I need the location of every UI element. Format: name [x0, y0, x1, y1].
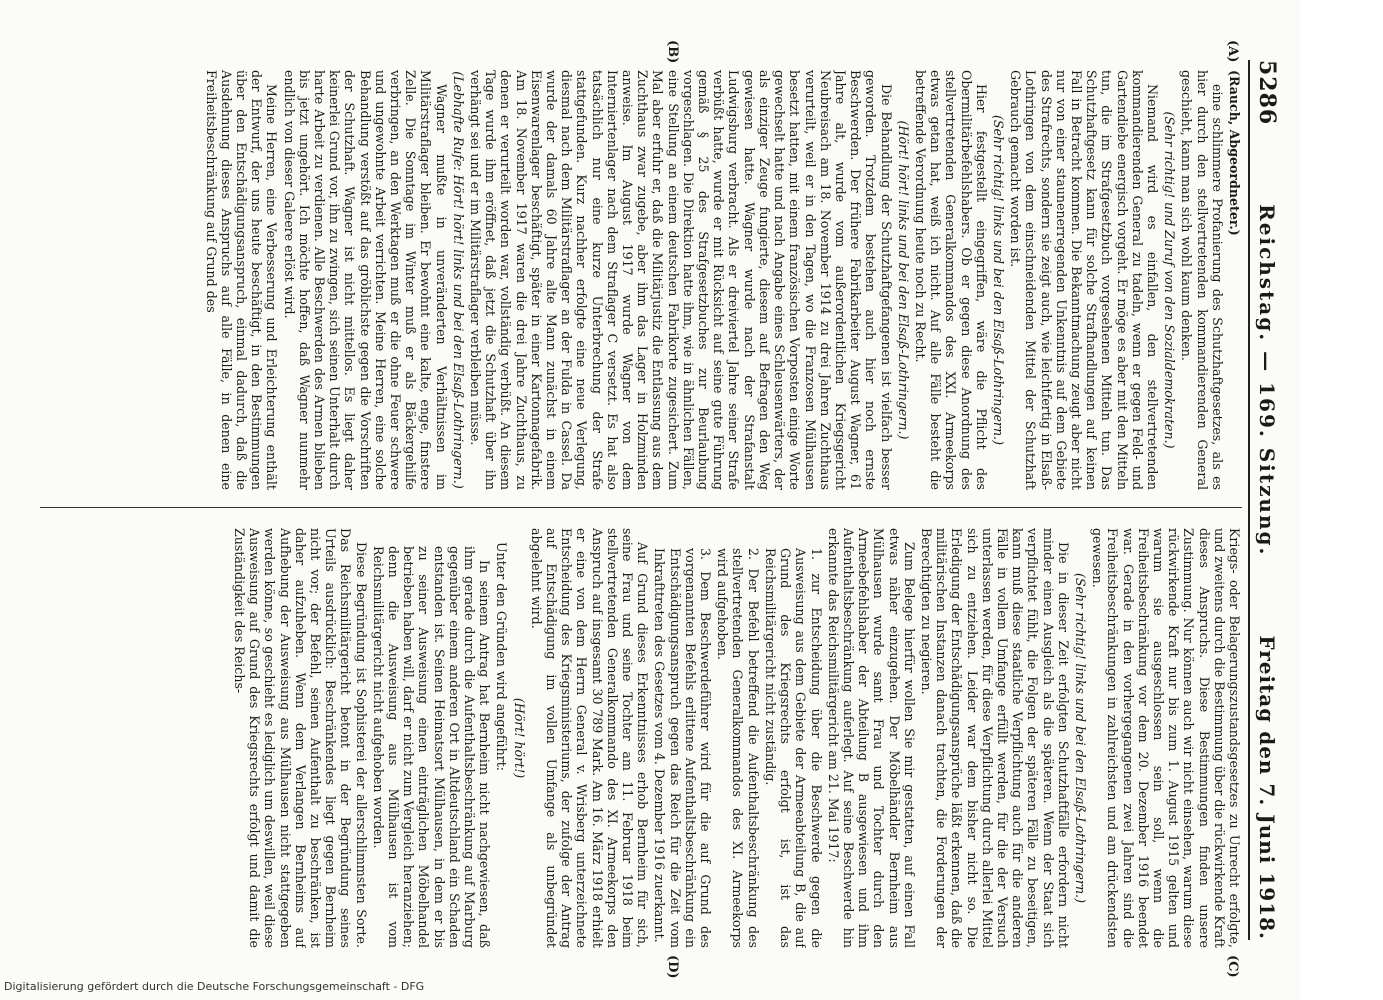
- paragraph: Hier festgestellt eingegriffen, wäre die Pflicht des Obermilitärbefehlshabers. Ob er gegen diese Anordnung des stellvertretenden Generalkommandos des XXI. Armeekorps etwas getan hat, weiß ich nicht. Auf alle Fälle besteht die betreffende Verordnung heute noch zu Recht.: [912, 70, 989, 490]
- list-item: 2. Der Befehl betreffend die Aufenthaltsbeschränkung des stellvertretenden Generalkommandos des XI. Armeekorps wird aufgehoben.: [715, 548, 761, 948]
- list-item: 3. Dem Beschwerdeführer wird für die auf Grund des vorgenannten Befehls erlittene Aufenthaltsbeschränkung ein Entschädigungsanspruch gegen das Reich für die Zeit vom Inkrafttreten des Gesetzes vom 4. Dezember 1916 zuerkannt.: [652, 548, 714, 948]
- paragraph: eine schlimmere Profanierung des Schutzhaftgesetzes, als es hier durch den stellvertretenden kommandierenden General geschieht, kann man sich wohl kaum denken.: [1179, 70, 1225, 490]
- right-text-column: [30, 528, 1242, 948]
- paragraph: Die Behandlung der Schutzhaftgefangenen ist vielfach besser geworden. Trotzdem bestehen auch hier noch ernste Beschwerden. Der frühere Fabrikarbeiter August Wagner, 61 Jahre alt, wurde vom außerordentlichen Kriegsgericht Neubreisach am 18. November 1914 zu drei Jahren Zuchthaus verurteilt, weil er in den Tagen, wo die Franzosen Mülhausen besetzt hatten, mit einem französischen Vorposten einige Worte gewechselt hatte und nach Angabe eines Schleusenwärters, der als einziger Zeuge fungierte, diesem auf Befragen den Weg gewiesen hatte. Wagner wurde nach der Strafanstalt Ludwigsburg verbracht. Als er dreiviertel Jahre seiner Strafe verbüßt hatte, wurde er mit Rücksicht auf seine gute Führung gemäß § 25 des Strafgesetzbuches zur Beurlaubung vorgeschlagen. Die Direktion hatte ihm, wie in ähnlichen Fällen, eine Stellung an einem deutschen Fabrikorte zugesichert. Zum Mal aber erfuhr er, daß die Militärjustiz die Entlassung aus dem Zuchthaus zwar zugebe, aber ihm das Lager in Holzminden anweise. Im August 1917 wurde Wagner von dem Interniertenlager nach dem Straflager C versetzt. Es hat also tatsächlich nur eine kurze Unterbrechung der Strafe stattgefunden. Kurz nachher erfolgte eine neue Verlegung, diesmal nach dem Militärstraflager an der Fulda in Cassel. Da wurde der damals 60 Jahre alte Mann zunächst in einem Eisenwarenlager beschäftigt, später in einer Kartonnagefabrik. Am 18. November 1917 waren die drei Jahre Zuchthaus, zu denen er verurteilt worden war, vollständig verbüßt. An diesem Tage wurde ihm eröffnet, daß jetzt die Schutzhaft über ihn verhängt sei und er im Militärstraflager verbleiben müsse.: [468, 70, 894, 490]
- left-text-column: [30, 70, 1242, 490]
- interjection: (Hört! hört!): [511, 697, 527, 779]
- paragraph: Niemand wird es einfallen, den stellvertretenden kommandierenden General zu tadeln, wenn er gegen Feld- und Gartendiebe energisch vorgeht. Er möge es aber mit den Mitteln tun, die im Strafgesetzbuch vorgesehenen Mitteln tun. Das Schutzhaftgesetz kann für solche Strafhandlungen auf keinen Fall in Betracht kommen. Die Bekanntmachung zeugt aber nicht nur von einer staunenerregenden Unkenntnis auf dem Gebiete des Strafrechts, sondern sie zeigt auch, wie leichtfertig in Elsaß-Lothringen von dem einschneidenden Mittel der Schutzhaft Gebrauch gemacht worden ist.: [1008, 70, 1160, 490]
- margin-mark-a: (A): [1225, 40, 1240, 63]
- interjection: (Lebhafte Rufe: Hört! hört! links und bei den Elsaß-Lothringern.): [450, 71, 466, 489]
- funding-credit: Digitalisierung gefördert durch die Deutsche Forschungsgemeinschaft - DFG: [4, 980, 425, 993]
- page-number: 5286: [1254, 60, 1280, 126]
- paragraph: Meine Herren, eine Verbesserung und Erleichterung enthält der Entwurf, der uns heute beschäftigt, in den Bestimmungen über den Entschädigungsanspruch, einmal dadurch, daß die Ausdehnung dieses Anspruchs auf alle Fälle, in denen eine Freiheitsbeschränkung auf Grund des: [203, 70, 280, 490]
- margin-mark-d: (D): [665, 955, 680, 979]
- paragraph: Wagner mußte in unveränderten Verhältnissen im Militärstraflager bleiben. Er bewohnt eine kalte, enge, finstere Zelle. Die Sonntage im Winter muß er als Bäckergehilfe verbringen, an den Werktagen muß er die ohne Feuer schwere und ungewohnte Arbeit verrichten. Meine Herren, eine solche Behandlung verstößt auf das gröblichste gegen die Vorschriften der Schutzhaft. Wagner ist nicht mittellos. Es liegt daher keinerlei Grund vor, ihn zu zwingen, sich seinen Unterhalt durch harte Arbeit zu verdienen. Alle Beschwerden des Armen blieben bis jetzt ungehört. Ich möchte hoffen, daß Wagner nunmehr endlich von dieser Galeere erlöst wird.: [281, 70, 449, 490]
- speaker-line: (Rauch, Abgeordneter.): [1227, 70, 1242, 236]
- verdict-list: [652, 548, 823, 948]
- session-date: Freitag den 7. Juni 1918.: [1255, 635, 1279, 940]
- paragraph: Diese Begründung ist Sophisterei der allerschlimmsten Sorte. Das Reichsmilitärgericht betont in der Begründung seines Urteils ausdrücklich: Beschränkendes liegt gegen Bernheim nicht vor; der Befehl, seinen Aufenthalt zu beschränken, ist daher aufzuheben. Wenn dem Verlangen Bernheims auf Aufhebung der Ausweisung aus Mülhausen nicht stattgegeben werden könne, so geschieht es lediglich um deswillen, weil diese Ausweisung auf Grund des Kriegsrechts erfolgt und damit die Zuständigkeit des Reichs-: [232, 528, 369, 948]
- page-title: Reichstag. — 169. Sitzung.: [1255, 204, 1279, 557]
- column-divider: [40, 507, 1242, 508]
- paragraph: Auf Grund dieses Erkenntnisses erhob Bernheim für sich, seine Frau und seine Tochter am 11. Februar 1918 beim stellvertretenden Generalkommando des XI. Armeekorps den Anspruch auf insgesamt 30 789 Mark. Am 16. März 1918 erhielt er eine von dem Herrn General v. Wrisberg unterzeichnete Entscheidung des Kriegsministeriums, der zufolge der Antrag auf Entschädigung im vollen Umfange als unbegründet abgelehnt wird.: [528, 528, 651, 948]
- footer: [0, 976, 1383, 1000]
- list-item: 1. zur Entscheidung über die Beschwerde gegen die Ausweisung aus dem Gebiete der Armeeabteilung B, die auf Grund des Kriegsrechts erfolgt ist, ist das Reichsmilitärgericht nicht zuständig.: [762, 548, 824, 948]
- paragraph: Die in dieser Zeit erfolgten Schutzhaftfälle erfordern nicht minder einen Ausgleich als die späteren. Wenn der Staat sich verpflichtet fühlt, die Folgen der späteren Fälle zu beseitigen, kann muß diese staatliche Verpflichtung auch für die anderen Fälle in vollem Umfange erfüllt werden, für die der Versuch unterlassen werden, für diese Verpflichtung durch allerlei Mittel sich zu entziehen. Leider war dem bisher nicht so. Die Erledigung der Entschädigungsansprüche läßt erkennen, daß die militärischen Instanzen danach trachten, die Forderungen der Berechtigten zu negieren.: [918, 528, 1071, 948]
- quotation: In seinem Antrag hat Bernheim nicht nachgewiesen, daß ihm gerade durch die Aufenthaltsbeschränkung auf Marburg gegenüber einem anderen Ort in Altdeutschland ein Schaden entstanden ist. Seinen Heimatsort Mülhausen, in dem er bis zu seiner Ausweisung einen einträglichen Möbelhandel betrieben haben will, darf er nicht zum Vergleich heranziehen; denn die Ausweisung aus Mülhausen ist vom Reichsmilitärgericht nicht aufgehoben worden.: [370, 546, 493, 948]
- page-header: [1248, 60, 1280, 940]
- interjection: (Sehr richtig! links und bei den Elsaß-Lothringern.): [1072, 573, 1088, 903]
- margin-mark-b: (B): [665, 40, 680, 64]
- margin-mark-c: (C): [1225, 955, 1240, 978]
- paragraph: Kriegs- oder Belagerungszustandsgesetzes zu Unrecht erfolgte, und zweitens durch die Bestimmung über die rückwirkende Kraft dieses Anspruchs. Diese Bestimmungen finden unsere Zustimmung. Nur können auch wir nicht einsehen, warum diese rückwirkende Kraft nur bis zum 1. August 1915 gelten und warum sie ausgeschlossen sein soll, wenn die Freiheitsbeschränkung vor dem 20. Dezember 1916 beendet war. Gerade in den vorhergegangenen zwei Jahren sind die Freiheitsbeschränkungen in zahlreichsten und am drückendsten gewesen.: [1090, 528, 1242, 948]
- paragraph: Unter den Gründen wird angeführt:: [494, 542, 510, 772]
- interjection: (Hört! hört! links und bei den Elsaß-Lothringern.): [895, 120, 911, 440]
- interjection: (Sehr richtig! und Zuruf von den Sozialdemokraten.): [1162, 111, 1178, 449]
- interjection: (Sehr richtig! links und bei den Elsaß-Lothringern.): [990, 115, 1006, 445]
- paragraph: Zum Belege hierfür wollen Sie mir gestatten, auf einen Fall etwas näher einzugehen. Der Möbelhändler Bernheim aus Mülhausen wurde samt Frau und Tochter durch den Armeebefehlshaber der Abteilung B ausgewiesen und ihm Aufenthaltsbeschränkung auferlegt. Auf seine Beschwerde hin erkannte das Reichsmilitärgericht am 21. Mai 1917:: [825, 528, 917, 948]
